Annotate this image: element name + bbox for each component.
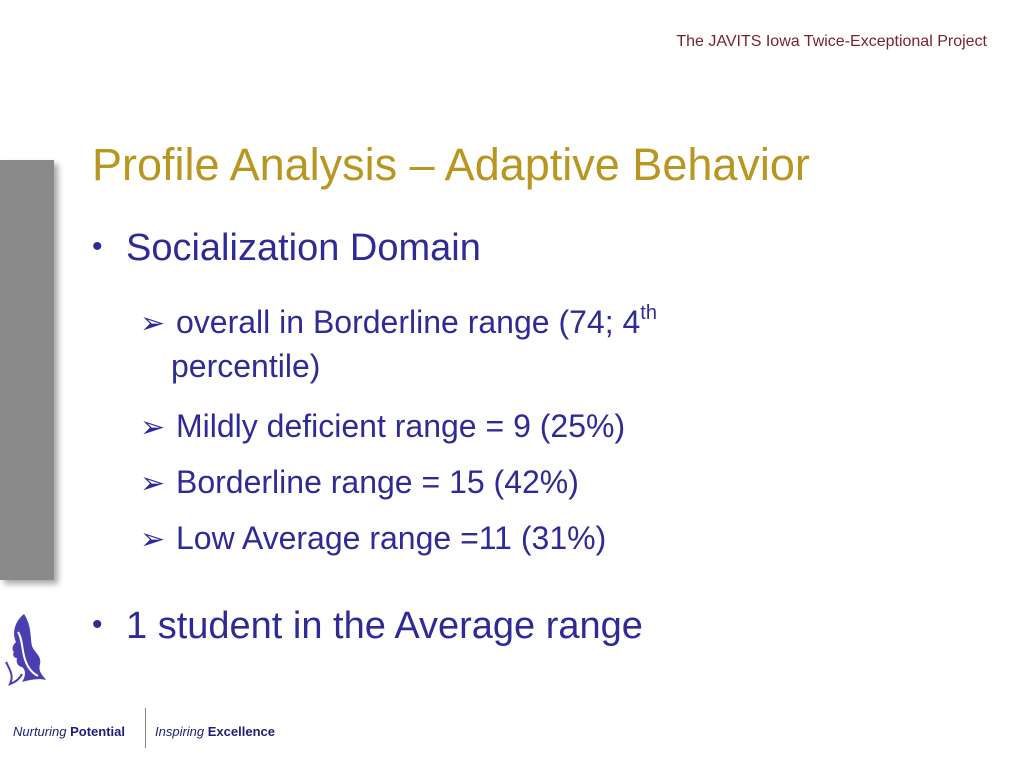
arrow-bullet-icon: ➢ (140, 411, 166, 444)
sub-bullet-text: Mildly deficient range = 9 (25%) (176, 408, 626, 444)
sub-bullet-mildly-deficient (140, 404, 625, 448)
header-project-name: The JAVITS Iowa Twice-Exceptional Project (676, 33, 987, 50)
footer-nurturing-label: Nurturing (13, 724, 67, 739)
bullet-dot-icon: • (92, 230, 103, 263)
footer-divider (145, 708, 146, 748)
sub-bullet-text-continued: percentile) (171, 348, 321, 385)
sub-bullet-text: Borderline range = 15 (42%) (176, 464, 579, 500)
bullet-text: Socialization Domain (126, 227, 481, 269)
footer-potential-label: Potential (70, 724, 125, 739)
sub-bullet-low-average (140, 516, 606, 560)
sub-bullet-text: Low Average range =11 (31%) (176, 520, 607, 556)
arrow-bullet-icon: ➢ (140, 307, 166, 340)
bullet-dot-icon: • (92, 608, 103, 641)
face-silhouette-logo-icon (4, 612, 52, 686)
footer-excellence-label: Excellence (207, 724, 275, 739)
bullet-socialization-domain (92, 226, 481, 272)
footer-part-nurturing (13, 724, 125, 739)
slide-title: Profile Analysis – Adaptive Behavior (92, 139, 810, 190)
sub-bullet-text: overall in Borderline range (74; 4 (176, 304, 641, 340)
arrow-bullet-icon: ➢ (140, 523, 166, 556)
sub-bullet-overall (140, 300, 657, 389)
superscript-text: th (640, 302, 657, 324)
bullet-text: 1 student in the Average range (126, 605, 643, 647)
footer-part-inspiring (155, 724, 275, 739)
side-decoration-bar (0, 160, 54, 580)
bullet-average-range (92, 604, 643, 650)
footer-inspiring-label: Inspiring (155, 724, 205, 739)
sub-bullet-borderline (140, 460, 579, 504)
arrow-bullet-icon: ➢ (140, 467, 166, 500)
